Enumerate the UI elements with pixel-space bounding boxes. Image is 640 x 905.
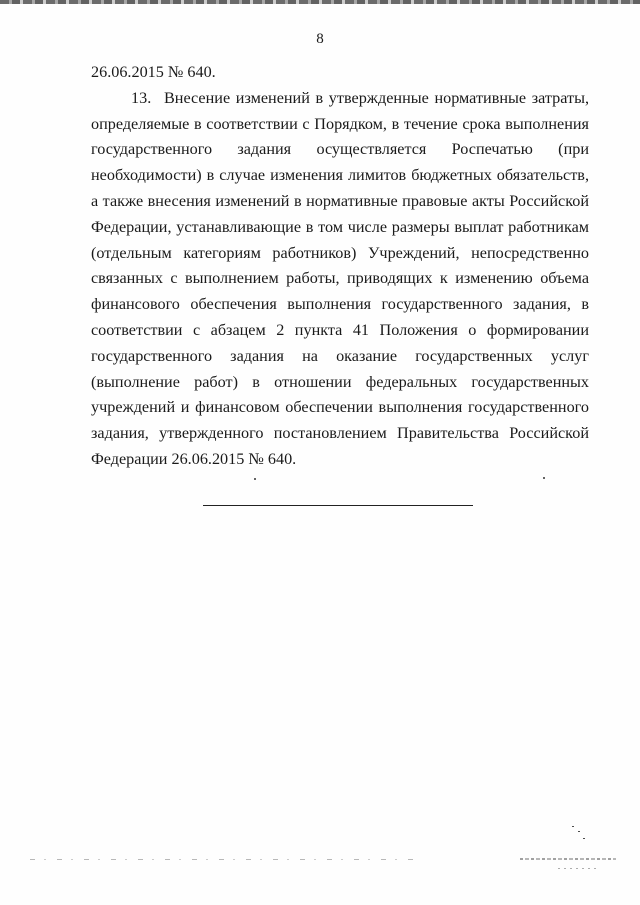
document-body [91,60,589,473]
paragraph-text: Внесение изменений в утвержденные нормативные затраты, определяемые в соответствии с Порядком, в течение срока выполнения государственного задания осуществляется Роспечатью (при необходимости) в случае изменения лимитов бюджетных обязательств, а также внесения изменений в нормативные правовые акты Российской Федерации, устанавливающие в том числе размеры выплат работникам (отдельным категориям работников) Учреждений, непосредственно связанных с выполнением работы, приводящих к изменению объема финансового обеспечения выполнения государственного задания, в соответствии с абзацем 2 пункта 41 Положения о формировании государственного задания на оказание государственных услуг (выполнение работ) в отношении федеральных государственных учреждений и финансовом обеспечении выполнения государственного задания, утвержденного постановлением Правительства Российской Федерации 26.06.2015 № 640. [91,88,589,468]
continuation-line: 26.06.2015 № 640. [91,63,216,81]
scan-edge-bottom-dots [558,868,598,869]
page-number: 8 [316,31,324,47]
scan-edge-bottom [30,859,420,860]
scan-edge-bottom-right [520,858,616,860]
scan-speck [583,838,585,839]
scan-speck [578,831,580,832]
paragraph-number: 13. [131,88,152,107]
scan-speck [543,477,545,479]
scan-speck [254,478,256,480]
paragraph-13 [91,86,589,473]
scan-speck [572,826,574,827]
scan-edge-top [0,0,640,4]
closing-separator-line [203,505,473,506]
